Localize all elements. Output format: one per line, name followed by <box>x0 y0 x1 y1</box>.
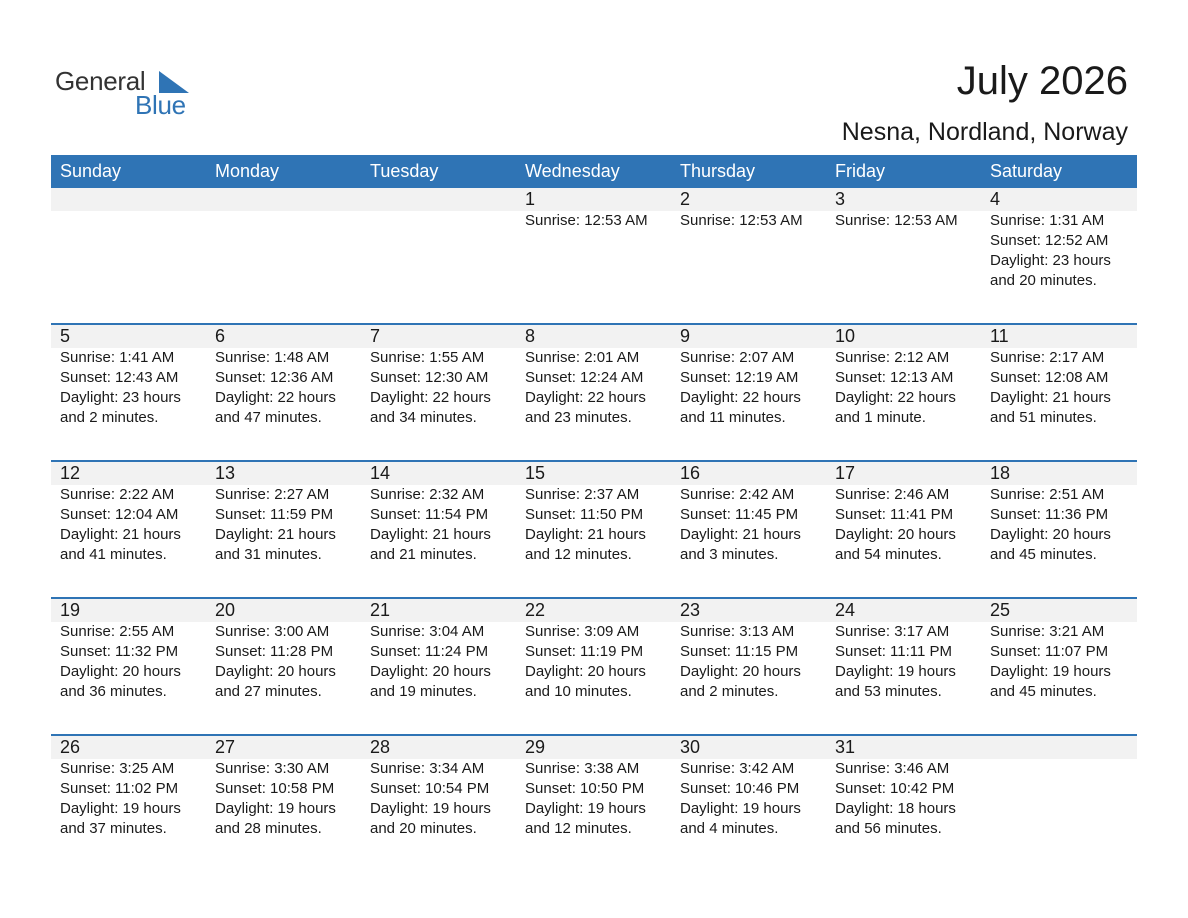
day-number: 5 <box>60 326 71 346</box>
day-info-line: Daylight: 19 hours <box>525 800 646 817</box>
day-info-line: Sunset: 12:13 AM <box>835 369 954 386</box>
day-info-line: Sunset: 12:30 AM <box>370 369 489 386</box>
day-info-line: Daylight: 19 hours <box>60 800 181 817</box>
day-info-line: Daylight: 21 hours <box>215 526 336 543</box>
day-cell <box>516 188 671 291</box>
day-info-line: Sunrise: 3:42 AM <box>680 760 795 777</box>
day-info-line: Daylight: 20 hours <box>60 663 181 680</box>
day-info-line: Sunset: 12:19 AM <box>680 369 799 386</box>
day-info-line: Daylight: 22 hours <box>370 389 491 406</box>
day-info-line: Daylight: 23 hours <box>990 252 1111 269</box>
day-number: 30 <box>680 737 701 757</box>
day-cell <box>826 325 981 428</box>
day-cell <box>516 462 671 565</box>
day-info-line: Sunrise: 12:53 AM <box>835 212 958 229</box>
day-cell <box>826 736 981 839</box>
day-info-line: Sunset: 10:54 PM <box>370 780 490 797</box>
day-info-line: Sunset: 11:15 PM <box>680 643 799 660</box>
day-number: 24 <box>835 600 856 620</box>
location-subtitle: Nesna, Nordland, Norway <box>841 118 1128 146</box>
day-cell <box>981 188 1137 291</box>
day-info-line: Sunrise: 3:09 AM <box>525 623 640 640</box>
day-info-line: Sunset: 11:28 PM <box>215 643 334 660</box>
day-number: 10 <box>835 326 856 346</box>
day-info-line: Daylight: 22 hours <box>835 389 956 406</box>
day-info-line: Sunset: 11:02 PM <box>60 780 179 797</box>
day-number: 12 <box>60 463 81 483</box>
day-info-line: and 45 minutes. <box>990 546 1097 563</box>
day-info-line: Sunrise: 3:25 AM <box>60 760 175 777</box>
day-info-line: Sunset: 11:50 PM <box>525 506 644 523</box>
day-cell <box>361 599 516 702</box>
day-info-line: Sunset: 12:08 AM <box>990 369 1109 386</box>
day-info-line: Daylight: 22 hours <box>525 389 646 406</box>
day-info-line: and 37 minutes. <box>60 820 167 837</box>
day-info-line: Daylight: 21 hours <box>525 526 646 543</box>
day-info-line: Sunset: 11:07 PM <box>990 643 1109 660</box>
week-days <box>51 188 1137 291</box>
day-number: 19 <box>60 600 81 620</box>
day-number: 28 <box>370 737 391 757</box>
day-number: 21 <box>370 600 391 620</box>
weeks-container <box>51 188 1137 871</box>
day-number: 29 <box>525 737 546 757</box>
day-info-line: Sunset: 12:36 AM <box>215 369 334 386</box>
weekday-label: Thursday <box>680 161 756 181</box>
day-number: 31 <box>835 737 856 757</box>
day-info-line: and 28 minutes. <box>215 820 322 837</box>
day-info-line: Sunrise: 3:34 AM <box>370 760 485 777</box>
day-info-line: Sunrise: 3:21 AM <box>990 623 1105 640</box>
day-info-line: Sunrise: 2:42 AM <box>680 486 795 503</box>
day-info-line: and 53 minutes. <box>835 683 942 700</box>
day-number: 26 <box>60 737 81 757</box>
day-info-line: Sunrise: 2:51 AM <box>990 486 1105 503</box>
day-cell <box>206 325 361 428</box>
day-info-line: and 34 minutes. <box>370 409 477 426</box>
day-info-line: and 56 minutes. <box>835 820 942 837</box>
day-info-line: Sunrise: 1:48 AM <box>215 349 330 366</box>
day-number: 2 <box>680 189 691 209</box>
day-info-line: Daylight: 22 hours <box>215 389 336 406</box>
day-info-line: Sunset: 11:32 PM <box>60 643 179 660</box>
day-cell <box>671 188 826 291</box>
day-cell <box>361 325 516 428</box>
day-number: 20 <box>215 600 236 620</box>
day-info-line: Daylight: 20 hours <box>680 663 801 680</box>
day-info-line: Daylight: 18 hours <box>835 800 956 817</box>
day-number <box>215 188 361 211</box>
week-row <box>51 323 1137 460</box>
day-info-line: Daylight: 21 hours <box>60 526 181 543</box>
day-info-line: Sunrise: 12:53 AM <box>525 212 648 229</box>
day-number: 3 <box>835 189 846 209</box>
day-cell <box>51 188 206 291</box>
day-info-line: and 45 minutes. <box>990 683 1097 700</box>
day-info-line: Sunrise: 2:12 AM <box>835 349 950 366</box>
day-info-line: Sunset: 10:46 PM <box>680 780 800 797</box>
day-info-line: Sunset: 11:45 PM <box>680 506 799 523</box>
page-title: July 2026 <box>956 59 1128 103</box>
day-info-line: Sunrise: 2:07 AM <box>680 349 795 366</box>
day-info-line: Sunset: 12:52 AM <box>990 232 1109 249</box>
day-number: 27 <box>215 737 236 757</box>
day-number <box>990 736 1137 759</box>
day-number: 14 <box>370 463 391 483</box>
day-number: 15 <box>525 463 546 483</box>
day-number: 9 <box>680 326 691 346</box>
day-info-line: Sunrise: 3:00 AM <box>215 623 330 640</box>
week-days <box>51 462 1137 565</box>
day-info-line: Daylight: 22 hours <box>680 389 801 406</box>
day-number: 8 <box>525 326 536 346</box>
day-number: 17 <box>835 463 856 483</box>
day-info-line: Daylight: 20 hours <box>990 526 1111 543</box>
day-info-line: Daylight: 21 hours <box>990 389 1111 406</box>
weekday-label: Saturday <box>990 161 1063 181</box>
day-cell <box>206 599 361 702</box>
day-info-line: and 41 minutes. <box>60 546 167 563</box>
day-info-line: Sunset: 11:19 PM <box>525 643 644 660</box>
day-info-line: Sunrise: 3:04 AM <box>370 623 485 640</box>
day-number <box>60 188 206 211</box>
day-cell <box>826 462 981 565</box>
weekday-label: Sunday <box>60 161 122 181</box>
day-info-line: Daylight: 21 hours <box>370 526 491 543</box>
day-cell <box>516 325 671 428</box>
weekday-header <box>51 155 1137 188</box>
day-number: 22 <box>525 600 546 620</box>
logo-text-blue: Blue <box>135 90 186 120</box>
day-number: 1 <box>525 189 536 209</box>
day-cell <box>516 736 671 839</box>
day-number: 6 <box>215 326 226 346</box>
day-info-line: Sunrise: 2:46 AM <box>835 486 950 503</box>
day-cell <box>206 736 361 839</box>
day-info-line: Sunrise: 2:55 AM <box>60 623 175 640</box>
day-info-line: Daylight: 19 hours <box>990 663 1111 680</box>
day-info-line: Daylight: 20 hours <box>525 663 646 680</box>
day-info-line: Daylight: 23 hours <box>60 389 181 406</box>
day-info-line: and 27 minutes. <box>215 683 322 700</box>
week-days <box>51 325 1137 428</box>
day-cell <box>516 599 671 702</box>
weekday-label: Tuesday <box>370 161 439 181</box>
day-info-line: Sunset: 11:24 PM <box>370 643 489 660</box>
day-info-line: Sunset: 11:36 PM <box>990 506 1109 523</box>
day-info-line: Sunrise: 3:17 AM <box>835 623 950 640</box>
day-info-line: Sunrise: 2:01 AM <box>525 349 640 366</box>
day-cell <box>361 462 516 565</box>
day-info-line: Sunrise: 2:27 AM <box>215 486 330 503</box>
day-number: 25 <box>990 600 1011 620</box>
week-row <box>51 460 1137 597</box>
day-info-line: Daylight: 19 hours <box>680 800 801 817</box>
weekday-label: Wednesday <box>525 161 620 181</box>
day-info-line: and 10 minutes. <box>525 683 632 700</box>
day-cell <box>361 736 516 839</box>
day-info-line: Sunrise: 2:37 AM <box>525 486 640 503</box>
day-info-line: Sunset: 10:50 PM <box>525 780 645 797</box>
day-info-line: Sunset: 12:24 AM <box>525 369 644 386</box>
day-cell <box>51 736 206 839</box>
day-info-line: and 3 minutes. <box>680 546 779 563</box>
day-number: 11 <box>990 326 1009 346</box>
day-info-line: Sunrise: 3:13 AM <box>680 623 795 640</box>
day-info-line: Sunrise: 2:17 AM <box>990 349 1105 366</box>
day-info-line: Sunset: 12:43 AM <box>60 369 179 386</box>
day-cell <box>981 462 1137 565</box>
day-info-line: and 2 minutes. <box>60 409 159 426</box>
week-days <box>51 599 1137 702</box>
day-info-line: Sunset: 12:04 AM <box>60 506 179 523</box>
day-cell <box>671 736 826 839</box>
day-number: 13 <box>215 463 236 483</box>
day-info-line: and 21 minutes. <box>370 546 477 563</box>
day-cell <box>981 599 1137 702</box>
calendar-grid <box>51 155 1137 871</box>
day-cell <box>981 325 1137 428</box>
day-info-line: Daylight: 21 hours <box>680 526 801 543</box>
day-cell <box>206 462 361 565</box>
day-info-line: Sunset: 11:11 PM <box>835 643 953 660</box>
weekday-label: Friday <box>835 161 886 181</box>
day-number <box>370 188 516 211</box>
day-info-line: and 31 minutes. <box>215 546 322 563</box>
day-info-line: Daylight: 19 hours <box>835 663 956 680</box>
day-cell <box>826 188 981 291</box>
day-number: 7 <box>370 326 381 346</box>
week-row <box>51 597 1137 734</box>
day-info-line: and 47 minutes. <box>215 409 322 426</box>
day-number: 23 <box>680 600 701 620</box>
day-info-line: Sunset: 10:58 PM <box>215 780 335 797</box>
day-cell <box>51 325 206 428</box>
day-info-line: Sunrise: 2:22 AM <box>60 486 175 503</box>
day-cell <box>51 462 206 565</box>
day-info-line: Daylight: 20 hours <box>215 663 336 680</box>
day-info-line: Sunrise: 1:31 AM <box>990 212 1105 229</box>
logo <box>55 66 205 118</box>
day-info-line: Sunset: 11:54 PM <box>370 506 489 523</box>
weekday-label: Monday <box>215 161 280 181</box>
day-cell <box>671 325 826 428</box>
day-cell <box>671 462 826 565</box>
day-cell <box>206 188 361 291</box>
day-cell <box>361 188 516 291</box>
day-info-line: Sunrise: 3:38 AM <box>525 760 640 777</box>
day-info-line: and 12 minutes. <box>525 546 632 563</box>
day-info-line: Sunrise: 12:53 AM <box>680 212 803 229</box>
day-cell <box>671 599 826 702</box>
day-cell <box>51 599 206 702</box>
week-row <box>51 734 1137 871</box>
day-cell <box>826 599 981 702</box>
day-info-line: Daylight: 20 hours <box>835 526 956 543</box>
day-info-line: and 51 minutes. <box>990 409 1097 426</box>
day-info-line: and 2 minutes. <box>680 683 779 700</box>
day-info-line: and 12 minutes. <box>525 820 632 837</box>
day-info-line: Sunrise: 1:41 AM <box>60 349 175 366</box>
week-days <box>51 736 1137 839</box>
day-info-line: and 23 minutes. <box>525 409 632 426</box>
day-info-line: Sunrise: 3:46 AM <box>835 760 950 777</box>
day-info-line: Sunrise: 1:55 AM <box>370 349 485 366</box>
day-info-line: Sunset: 10:42 PM <box>835 780 955 797</box>
day-info-line: and 19 minutes. <box>370 683 477 700</box>
day-info-line: Sunset: 11:59 PM <box>215 506 334 523</box>
day-cell <box>981 736 1137 839</box>
day-info-line: and 1 minute. <box>835 409 926 426</box>
day-info-line: and 20 minutes. <box>990 272 1097 289</box>
day-info-line: Daylight: 20 hours <box>370 663 491 680</box>
day-info-line: and 54 minutes. <box>835 546 942 563</box>
day-info-line: Daylight: 19 hours <box>370 800 491 817</box>
day-info-line: Daylight: 19 hours <box>215 800 336 817</box>
week-row <box>51 188 1137 323</box>
logo-text-general: General <box>55 66 146 96</box>
day-info-line: and 20 minutes. <box>370 820 477 837</box>
day-info-line: and 11 minutes. <box>680 409 786 426</box>
day-info-line: and 36 minutes. <box>60 683 167 700</box>
day-number: 16 <box>680 463 701 483</box>
day-info-line: Sunrise: 2:32 AM <box>370 486 485 503</box>
day-number: 18 <box>990 463 1011 483</box>
day-info-line: and 4 minutes. <box>680 820 779 837</box>
day-info-line: Sunrise: 3:30 AM <box>215 760 330 777</box>
day-info-line: Sunset: 11:41 PM <box>835 506 954 523</box>
day-number: 4 <box>990 189 1001 209</box>
